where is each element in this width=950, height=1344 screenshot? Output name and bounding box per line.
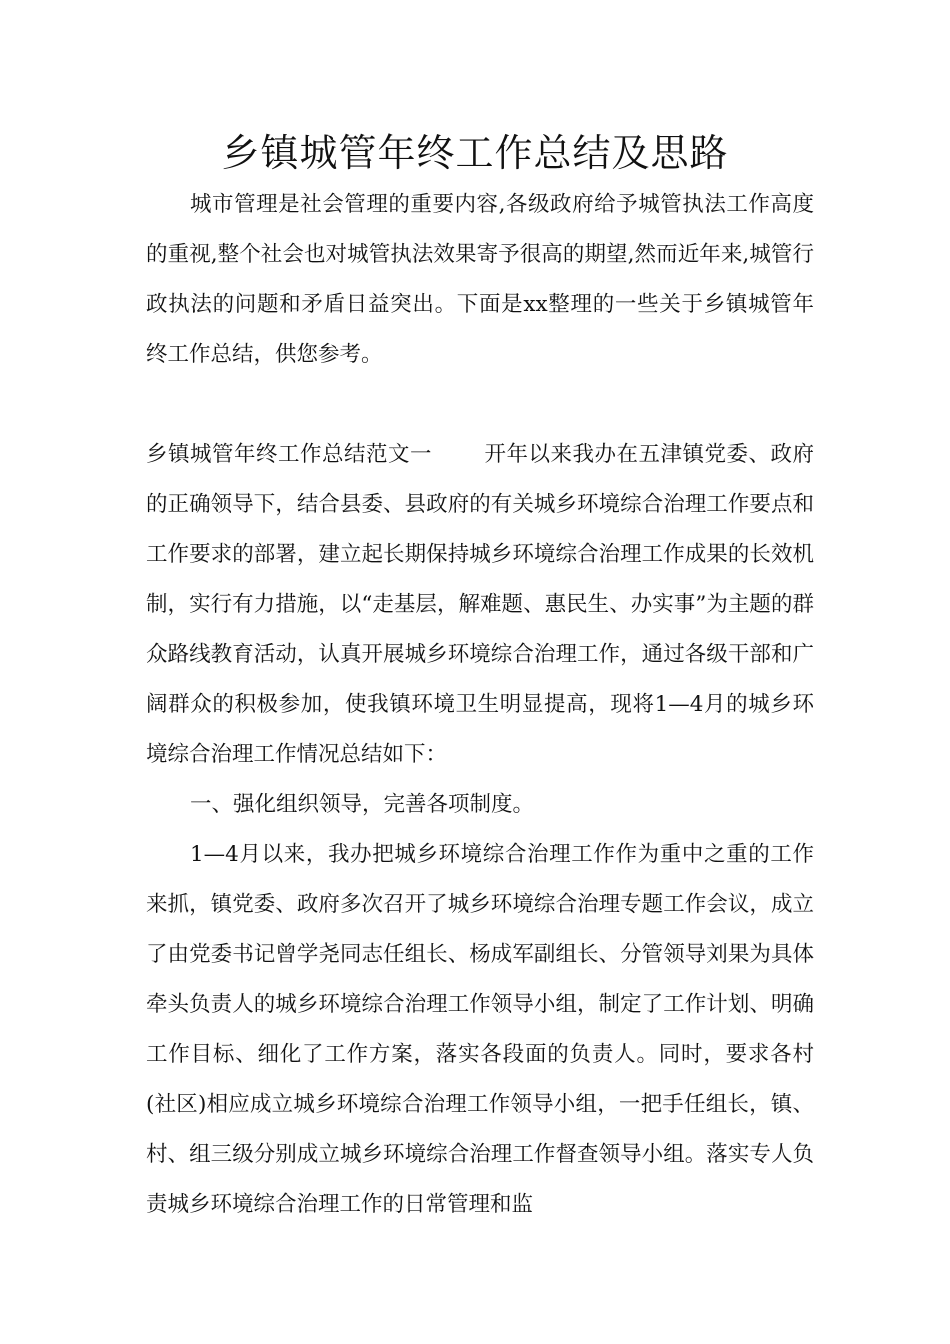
section-first-paragraph: 开年以来我办在五津镇党委、政府的正确领导下，结合县委、县政府的有关城乡环境综合治理工作要点和工作要求的部署，建立起长期保持城乡环境综合治理工作成果的长效机制，实行有力措施，以“走基层，解难题、惠民生、办实事”为主题的群众路线教育活动，认真开展城乡环境综合治理工作，通过各级干部和广阔群众的积极参加，使我镇环境卫生明显提高，现将1—4月的城乡环境综合治理工作情况总结如下： (146, 442, 814, 767)
subheading-one: 一、强化组织领导，完善各项制度。 (190, 792, 535, 817)
document-title: 乡镇城管年终工作总结及思路 (221, 131, 729, 175)
intro-paragraph: 城市管理是社会管理的重要内容,各级政府给予城管执法工作高度的重视,整个社会也对城管执法效果寄予很高的期望,然而近年来,城管行政执法的问题和矛盾日益突出。下面是xx整理的一些关于乡镇城管年终工作总结，供您参考。 (146, 192, 814, 367)
document-body (146, 180, 814, 1230)
section-paragraph (146, 430, 814, 780)
paragraph-spacer (146, 380, 814, 430)
paragraph-two: 1—4月以来，我办把城乡环境综合治理工作作为重中之重的工作来抓，镇党委、政府多次召开了城乡环境综合治理专题工作会议，成立了由党委书记曾学尧同志任组长、杨成军副组长、分管领导刘果为具体牵头负责人的城乡环境综合治理工作领导小组，制定了工作计划、明确工作目标、细化了工作方案，落实各段面的负责人。同时，要求各村(社区)相应成立城乡环境综合治理工作领导小组，一把手任组长，镇、村、组三级分别成立城乡环境综合治理工作督查领导小组。落实专人负责城乡环境综合治理工作的日常管理和监 (146, 842, 814, 1217)
section-heading: 乡镇城管年终工作总结范文一 (146, 442, 432, 467)
